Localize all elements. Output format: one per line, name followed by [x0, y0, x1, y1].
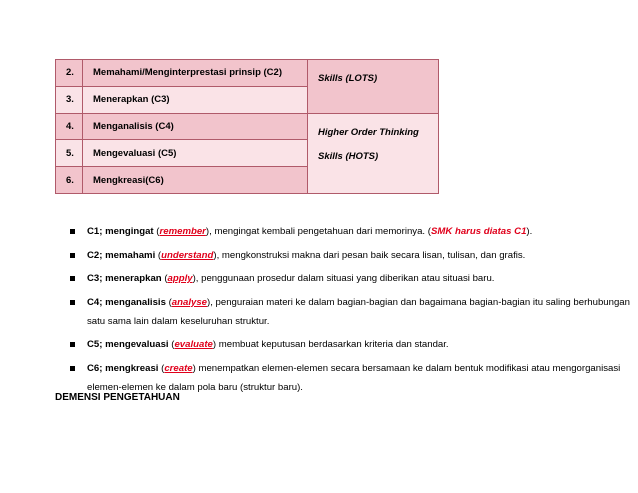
- square-bullet-icon: [70, 229, 75, 234]
- row-number: 4.: [56, 113, 83, 140]
- description-text: ) membuat keputusan berdasarkan kriteria dan standar.: [212, 339, 449, 350]
- english-term: evaluate: [174, 339, 213, 350]
- square-bullet-icon: [70, 342, 75, 347]
- level-hots: Higher Order Thinking Skills (HOTS): [308, 113, 439, 193]
- row-description: Mengkreasi(C6): [83, 167, 308, 194]
- row-number: 3.: [56, 86, 83, 113]
- taxonomy-list: [70, 222, 630, 401]
- level-keyword: C1; mengingat: [87, 226, 154, 237]
- level-keyword: C5; mengevaluasi: [87, 339, 169, 350]
- description-text: ), penggunaan prosedur dalam situasi yang diberikan atau situasi baru.: [192, 273, 495, 284]
- table-row: [56, 60, 439, 87]
- list-item: [70, 222, 630, 241]
- square-bullet-icon: [70, 366, 75, 371]
- level-lots: Skills (LOTS): [308, 60, 439, 114]
- description-text: ) menempatkan elemen-elemen secara bersamaan ke dalam bentuk modifikasi atau mengorganisasi elemen-elemen ke dalam pola baru (struktur baru).: [87, 362, 621, 393]
- list-item: [70, 269, 630, 288]
- row-number: 2.: [56, 60, 83, 87]
- text-fragment: (: [153, 226, 160, 237]
- english-term: remember: [159, 226, 206, 237]
- level-keyword: C3; menerapkan: [87, 273, 162, 284]
- square-bullet-icon: [70, 300, 75, 305]
- text-fragment: (: [155, 249, 162, 261]
- list-item: [70, 246, 630, 265]
- list-item: [70, 359, 630, 397]
- english-term: analyse: [171, 296, 208, 308]
- square-bullet-icon: [70, 253, 75, 258]
- level-keyword: C6; mengkreasi: [87, 362, 159, 374]
- text-fragment: (: [165, 296, 172, 308]
- description-text: ), penguraian materi ke dalam bagian-bagian dan bagaimana bagian-bagian itu saling berhubungan satu sama lain dalam keseluruhan struktur.: [87, 296, 630, 327]
- list-item: [70, 335, 630, 354]
- section-heading: DEMENSI PENGETAHUAN: [55, 392, 180, 403]
- square-bullet-icon: [70, 276, 75, 281]
- list-item: [70, 293, 630, 331]
- highlight-note: SMK harus diatas C1: [430, 226, 527, 237]
- description-text: ), mengkonstruksi makna dari pesan baik secara lisan, tulisan, dan grafis.: [213, 249, 526, 261]
- table-row: [56, 113, 439, 140]
- row-description: Menerapkan (C3): [83, 86, 308, 113]
- text-fragment: (: [158, 362, 165, 374]
- cognitive-level-table: [55, 59, 439, 194]
- text-fragment: (: [161, 273, 168, 284]
- row-description: Menganalisis (C4): [83, 113, 308, 140]
- row-number: 6.: [56, 167, 83, 194]
- english-term: understand: [161, 249, 214, 261]
- row-number: 5.: [56, 140, 83, 167]
- description-text: ), mengingat kembali pengetahuan dari memorinya. (: [205, 226, 431, 237]
- english-term: create: [164, 362, 193, 374]
- english-term: apply: [167, 273, 193, 284]
- level-keyword: C2; memahami: [87, 249, 156, 261]
- row-description: Memahami/Menginterprestasi prinsip (C2): [83, 60, 308, 87]
- row-description: Mengevaluasi (C5): [83, 140, 308, 167]
- text-fragment: (: [168, 339, 175, 350]
- text-fragment: ).: [526, 226, 533, 237]
- level-keyword: C4; menganalisis: [87, 296, 166, 308]
